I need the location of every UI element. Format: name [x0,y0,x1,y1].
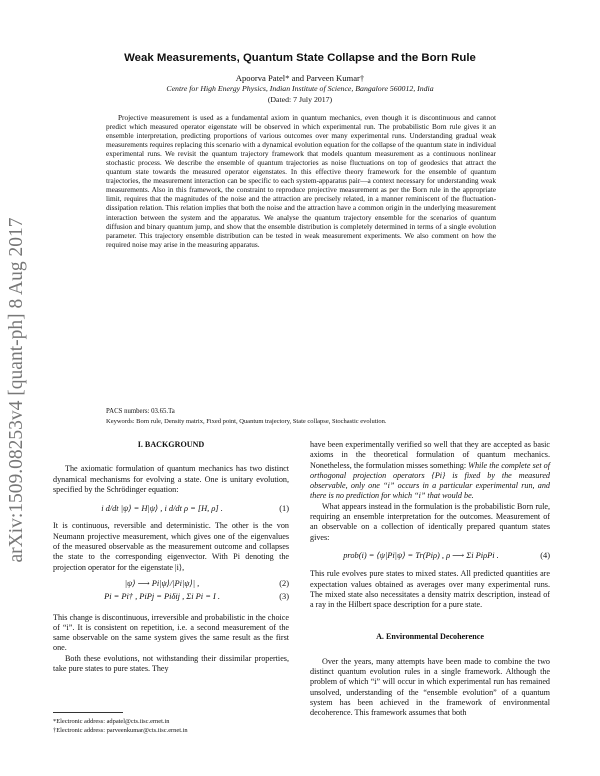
right-column [310,440,550,719]
paragraph: It is continuous, reversible and deterministic. The other is the von Neumann projective measurement, which gives one of the eigenvalues of the measured observable as the measurement outcome and collapses the state to the corresponding eigenvector. With Pi denoting the projection operator for the eigenstate |i⟩, [53,521,289,572]
abstract: Projective measurement is used as a fundamental axiom in quantum mechanics, even though it is discontinuous and cannot predict which measured operator eigenstate will be observed in which experimental run. The probabilistic Born rule gives it an ensemble interpretation, predicting proportions of various outcomes over many experimental runs. Understanding gradual weak measurements requires replacing this scenario with a dynamical evolution equation for the collapse of the quantum state in individual experimental runs. We revisit the quantum trajectory framework that models quantum measurement as a continuous nonlinear stochastic process. We describe the ensemble of quantum trajectories as noise fluctuations on top of geodesics that attract the quantum state towards the measured operator eigenstates. In this effective theory framework for the ensemble of quantum trajectories, the measurement interaction can be specific to each system-apparatus pair—a context necessary for understanding weak measurements. Also in this framework, the constraint to reproduce projective measurement as per the Born rule in the appropriate limit, requires that the magnitudes of the noise and the attraction are precisely related, in a manner reminiscent of the fluctuation-dissipation relation. This relation implies that both the noise and the attraction have a common origin in the underlying measurement interaction between the system and the apparatus. We analyse the quantum trajectory ensemble for the scenarios of quantum diffusion and binary quantum jump, and show that the ensemble distribution is completely determined in terms of a single evolution parameter. This trajectory ensemble distribution can be tested in weak measurement experiments. We also comment on how the required noise may arise in the measuring apparatus. [106,113,496,249]
equation-body: |ψ⟩ ⟶ Pi|ψ⟩/|Pi|ψ⟩| , [124,578,200,588]
pacs-numbers: PACS numbers: 03.65.Ta [106,408,175,415]
equation-number: (3) [279,592,289,602]
paper-affiliation: Centre for High Energy Physics, Indian Institute of Science, Bangalore 560012, India [166,84,434,93]
equation-body: prob(i) = ⟨ψ|Pi|ψ⟩ = Tr(Piρ) , ρ ⟶ Σi PiρPi . [343,550,499,560]
paragraph: Over the years, many attempts have been made to combine the two distinct quantum evolution rules in a single framework. Although the problem of which “i” will occur in which experimental run has remained unsolved, understanding of the “ensemble evolution” of a quantum system has been achieved in the framework of environmental decoherence. This framework assumes that both [310,656,550,718]
left-column [53,440,289,674]
paragraph: This rule evolves pure states to mixed states. All predicted quantities are expectation values obtained as averages over many experimental runs. The mixed state also necessitates a density matrix description, instead of a ray in the Hilbert space description for a pure state. [310,569,550,610]
arxiv-stamp [2,180,32,600]
section-heading: I. BACKGROUND [137,440,205,449]
equation-number: (1) [279,504,289,514]
footnotes [53,718,289,735]
paper-title: Weak Measurements, Quantum State Collapse and the Born Rule [124,52,476,64]
paragraph: What appears instead in the formulation is the probabilistic Born rule, requiring an ensemble interpretation for the outcomes. Measurement of an observable on a collection of identically prepared quantum states gives: [310,501,550,542]
equation-3 [53,592,289,602]
equation-1 [53,504,289,514]
equation-number: (4) [540,550,550,560]
footnote-rule [53,712,123,713]
paper-authors: Apoorva Patel* and Parveen Kumar† [235,73,365,83]
subsection-heading: A. Environmental Decoherence [376,632,484,642]
footnote: *Electronic address: adpatel@cts.iisc.ernet.in [53,718,170,725]
equation-body: i d/dt |ψ⟩ = H|ψ⟩ , i d/dt ρ = [H, ρ] . [101,504,223,514]
equation-2 [53,579,289,589]
paragraph: This change is discontinuous, irreversible and probabilistic in the choice of “i”. It is consistent on repetition, i.e. a second measurement of the same observable on the same system gives the same result as the first one. [53,612,289,653]
paper-date: (Dated: 7 July 2017) [267,95,333,104]
paragraph-italic: While the complete set of orthogonal projection operators {Pi} is fixed by the measured observable, only one “i” occurs in a particular experimental run, and there is no prediction for which “i” that would be. [310,460,550,501]
paragraph [310,440,550,502]
keywords: Keywords: Born rule, Density matrix, Fixed point, Quantum trajectory, State collapse, Stochastic evolution. [106,418,387,425]
equation-4 [310,551,550,561]
arxiv-identifier: arXiv:1509.08253v4 [quant-ph] 8 Aug 2017 [6,217,27,563]
paragraph: The axiomatic formulation of quantum mechanics has two distinct dynamical mechanisms for evolving a state. One is unitary evolution, specified by the Schrödinger equation: [53,464,289,494]
footnote: †Electronic address: parveenkumar@cts.iisc.ernet.in [53,726,188,734]
equation-body: Pi = Pi† , PiPj = Piδij , Σi Pi = I . [104,592,220,602]
paragraph-text: have been experimentally verified so well that they are accepted as basic axioms in the theoretical formulation of quantum mechanics. Nonetheless, the formulation misses something: [310,440,550,470]
equation-number: (2) [279,578,289,588]
paragraph: Both these evolutions, not withstanding their dissimilar properties, take pure states to pure states. They [53,653,289,674]
